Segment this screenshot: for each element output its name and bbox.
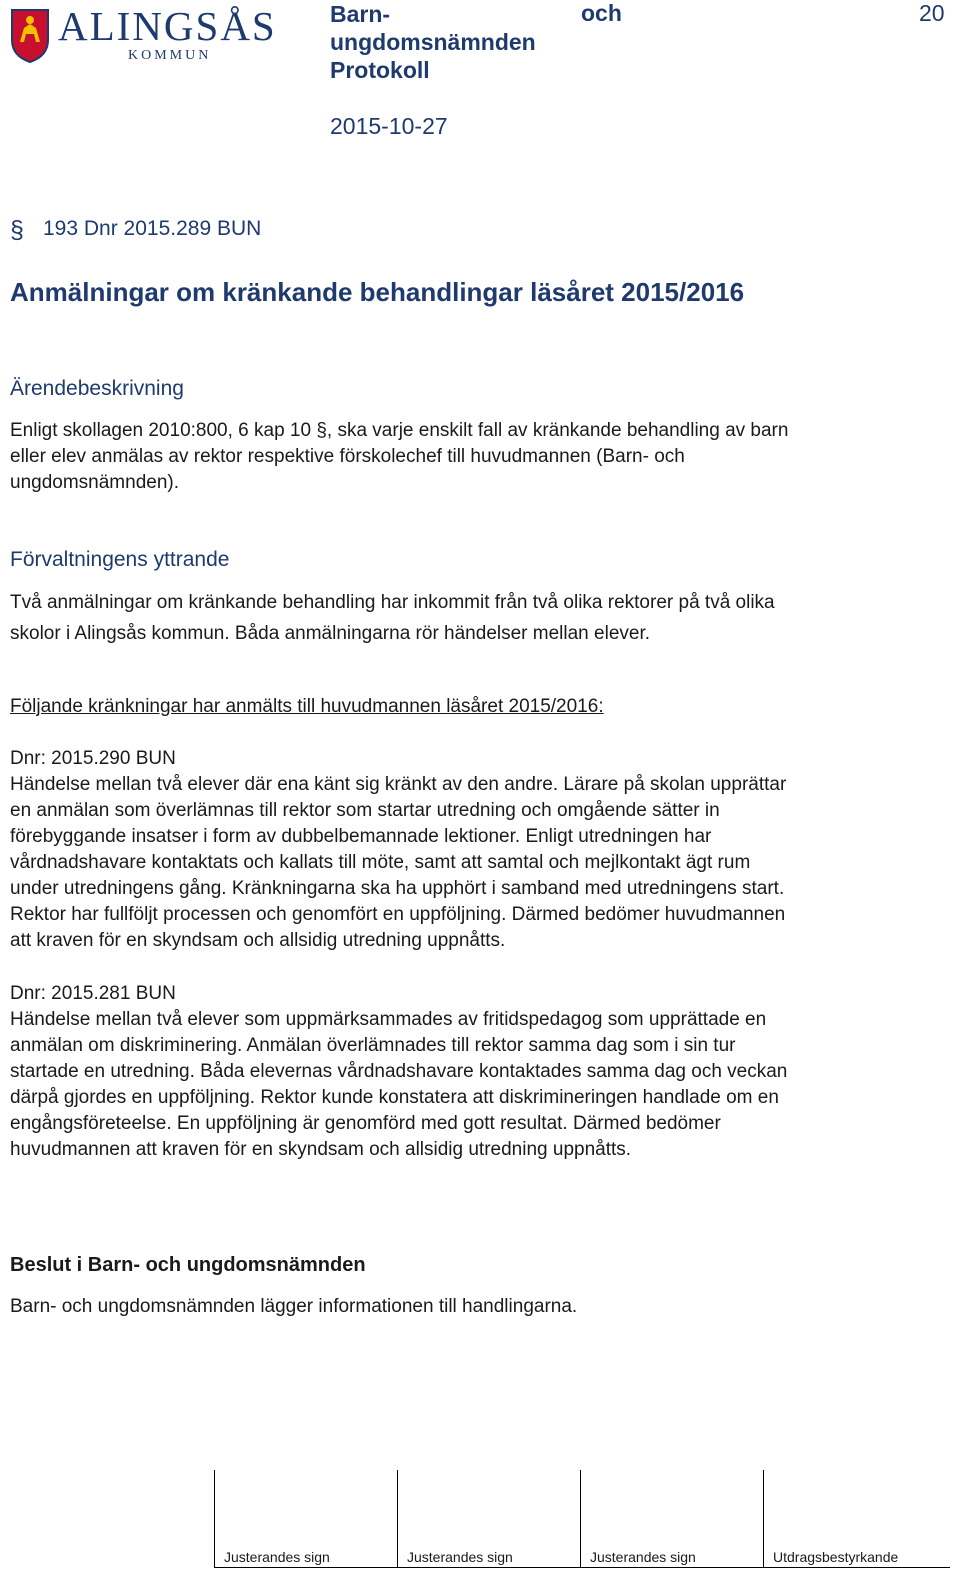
signature-label: Justerandes sign: [590, 1549, 696, 1565]
text-line: Enligt skollagen 2010:800, 6 kap 10 §, ska varje enskilt fall av kränkande behandling av barn: [10, 420, 789, 441]
org-subtitle: KOMMUN: [128, 48, 212, 63]
case-1-dnr: Dnr: 2015.290 BUN: [10, 748, 176, 769]
text-line: Händelse mellan två elever som uppmärksammades av fritidspedagog som upprättade en: [10, 1009, 767, 1030]
title-line-3: Protokoll: [330, 57, 430, 83]
signature-divider: [763, 1470, 764, 1568]
signature-baseline: [214, 1567, 950, 1568]
text-line: att kraven för en skyndsam och allsidig utredning uppnåtts.: [10, 930, 506, 951]
text-line: förebyggande insatser i form av dubbelbemannade lektioner. Enligt utredningen har: [10, 826, 712, 847]
heading-forvaltning: Förvaltningens yttrande: [10, 548, 230, 571]
signature-label: Justerandes sign: [407, 1549, 513, 1565]
section-symbol: §: [10, 216, 24, 244]
text-line: eller elev anmälas av rektor respektive förskolechef till huvudmannen (Barn- och: [10, 446, 685, 467]
text-line: en anmälan som överlämnas till rektor som startar utredning och omgående sätter in: [10, 800, 720, 821]
arendebeskrivning-text: [10, 418, 955, 496]
text-line: Två anmälningar om kränkande behandling har inkommit från två olika rektorer på två olika: [10, 592, 775, 613]
matter-title: Anmälningar om kränkande behandlingar läsåret 2015/2016: [10, 277, 745, 307]
text-line: engångsföreteelse. En uppföljning är genomförd med gott resultat. Därmed bedömer: [10, 1113, 721, 1134]
text-line: därpå gjordes en uppföljning. Rektor kunde konstatera att diskrimineringen handlade om en: [10, 1087, 779, 1108]
text-line: under utredningens gång. Kränkningarna ska ha upphört i samband med utredningens start.: [10, 878, 785, 899]
heading-arendebeskrivning: Ärendebeskrivning: [10, 377, 184, 400]
case-1-text: [10, 772, 955, 954]
signature-divider: [397, 1470, 398, 1568]
text-line: vårdnadshavare kontaktats och kallats till möte, samt att samtal och mejlkontakt ägt rum: [10, 852, 751, 873]
text-line: Händelse mellan två elever där ena känt sig kränkt av den andre. Lärare på skolan upprättar: [10, 774, 787, 795]
document-date: 2015-10-27: [330, 113, 448, 139]
title-line-1: Barn-: [330, 1, 391, 27]
text-line: huvudmannen att kraven för en skyndsam och allsidig utredning uppnåtts.: [10, 1139, 632, 1160]
municipality-logo: [10, 2, 290, 66]
document-title: [330, 0, 536, 84]
heading-foljande: Följande kränkningar har anmälts till huvudmannen läsåret 2015/2016:: [10, 696, 604, 717]
beslut-text: Barn- och ungdomsnämnden lägger informationen till handlingarna.: [10, 1296, 578, 1317]
signature-label: Justerandes sign: [224, 1549, 330, 1565]
signature-divider: [580, 1470, 581, 1568]
text-line: skolor i Alingsås kommun. Båda anmälningarna rör händelser mellan elever.: [10, 623, 651, 644]
paragraph-number: 193 Dnr 2015.289 BUN: [43, 217, 262, 240]
text-line: startade en utredning. Båda elevernas vårdnadshavare kontaktades samma dag och veckan: [10, 1061, 788, 1082]
text-line: Rektor har fullföljt processen och genomfört en uppföljning. Därmed bedömer huvudmannen: [10, 904, 786, 925]
case-2-dnr: Dnr: 2015.281 BUN: [10, 983, 176, 1004]
org-name: ALINGSÅS: [58, 3, 277, 49]
signature-label: Utdragsbestyrkande: [773, 1549, 899, 1565]
text-line: anmälan om diskriminering. Anmälan överlämnades till rektor samma dag som i sin tur: [10, 1035, 736, 1056]
heading-beslut: Beslut i Barn- och ungdomsnämnden: [10, 1254, 366, 1276]
page-number: 20: [919, 0, 945, 26]
text-line: ungdomsnämnden).: [10, 472, 179, 493]
forvaltning-text: [10, 587, 955, 649]
title-conjunction: och: [581, 0, 622, 26]
case-2-text: [10, 1007, 955, 1163]
title-line-2: ungdomsnämnden: [330, 29, 536, 55]
coat-of-arms-icon: [10, 6, 50, 64]
signature-divider: [214, 1470, 215, 1568]
